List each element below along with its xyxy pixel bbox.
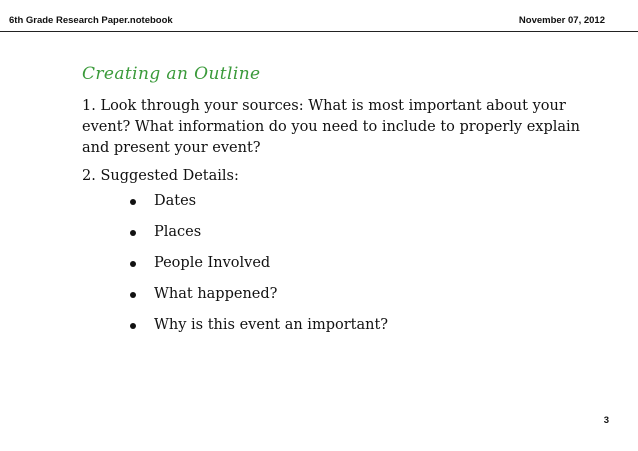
suggested-details-list: [130, 186, 388, 341]
bullet-icon: [130, 199, 136, 205]
bullet-icon: [130, 323, 136, 329]
page-number: 3: [603, 415, 609, 426]
bullet-icon: [130, 230, 136, 236]
bullet-icon: [130, 261, 136, 267]
outline-body: [82, 96, 602, 187]
list-item: [130, 217, 388, 248]
page-title: Creating an Outline: [82, 64, 261, 84]
detail-text: What happened?: [154, 286, 278, 302]
page-header: [0, 0, 638, 32]
detail-text: Places: [154, 224, 202, 240]
outline-item-2: 2. Suggested Details:: [82, 168, 239, 184]
detail-text: People Involved: [154, 255, 271, 271]
bullet-icon: [130, 292, 136, 298]
list-item: [130, 248, 388, 279]
detail-text: Dates: [154, 193, 197, 209]
detail-text: Why is this event an important?: [154, 317, 389, 333]
list-item: [130, 310, 388, 341]
header-date: November 07, 2012: [518, 15, 605, 26]
header-divider: [0, 31, 638, 32]
outline-item-1: 1. Look through your sources: What is most important about your event? What information do you need to include to properly explain and present your event?: [82, 98, 580, 156]
list-item: [130, 186, 388, 217]
notebook-filename: 6th Grade Research Paper.notebook: [9, 15, 173, 26]
list-item: [130, 279, 388, 310]
